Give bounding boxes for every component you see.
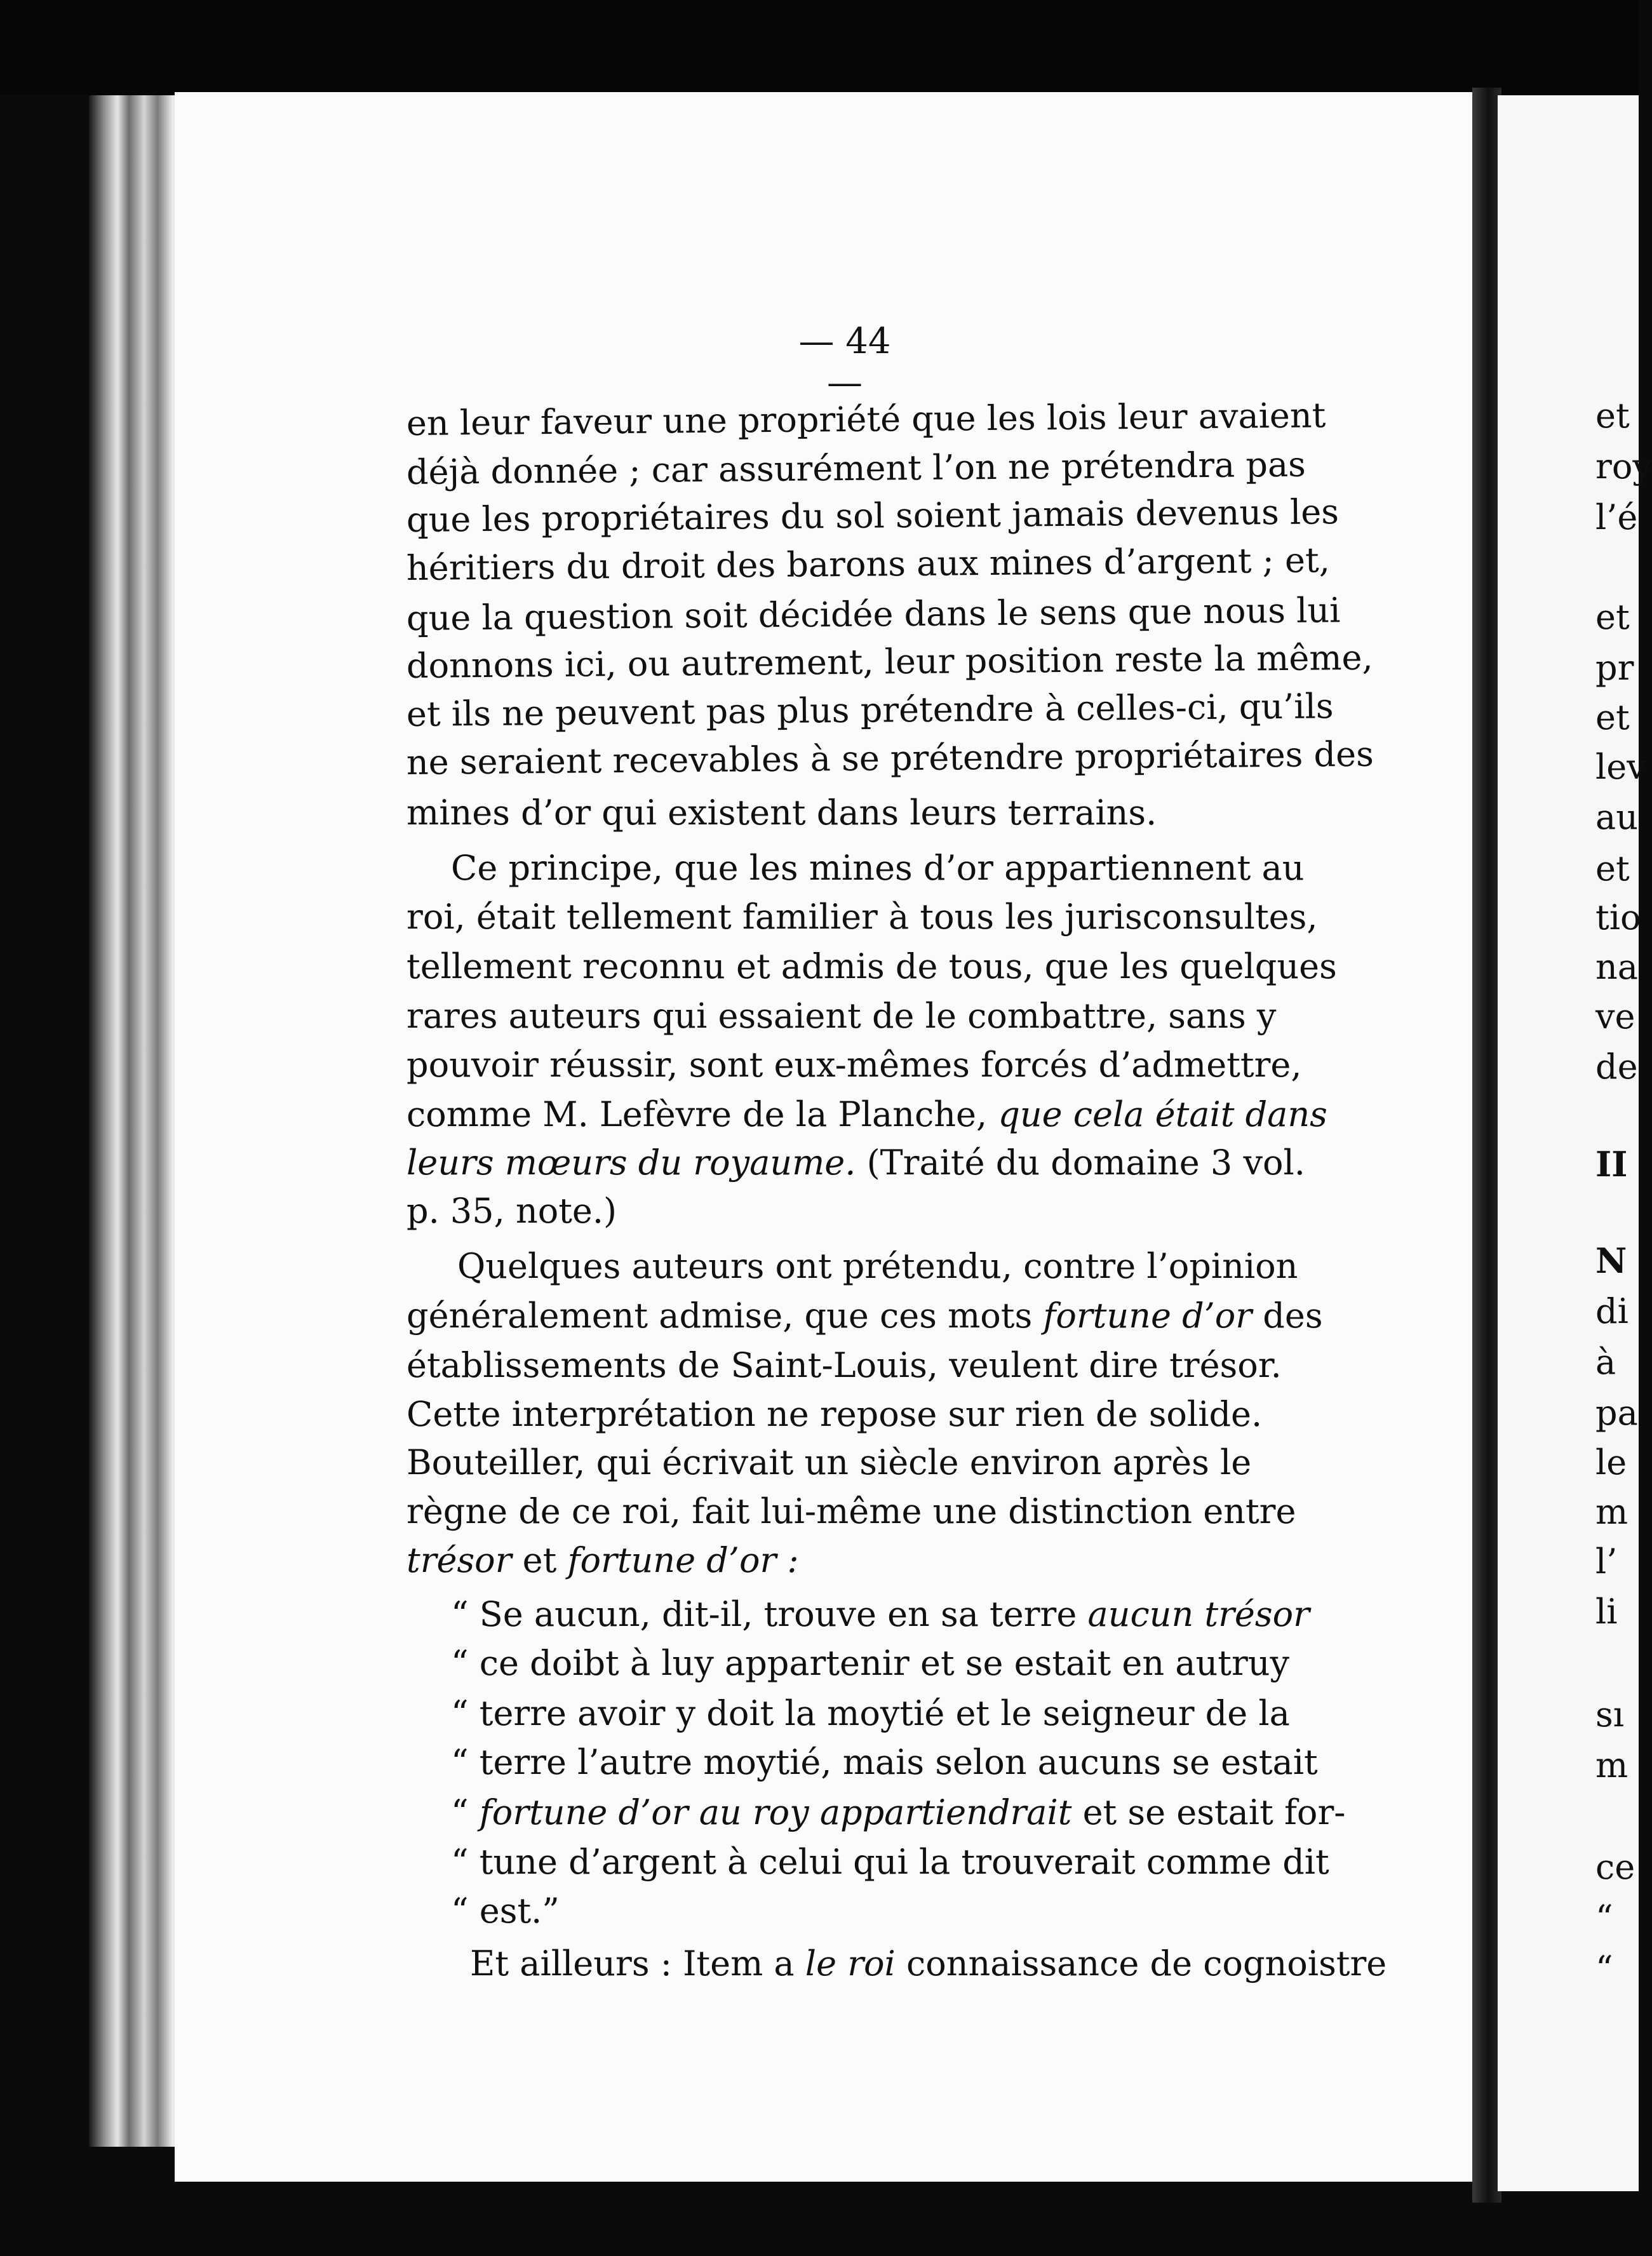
text-line: roi, était tellement familier à tous les jurisconsultes,: [406, 897, 1318, 937]
right-page-fragment: et: [1595, 697, 1630, 737]
italic-quote: leurs mœurs du royaume.: [406, 1143, 856, 1183]
right-page-fragment: au: [1595, 797, 1638, 837]
right-page-fragment: ve: [1595, 997, 1635, 1037]
italic-quote: fortune d’or au roy appartiendrait: [479, 1792, 1072, 1832]
scan-background-top: [0, 0, 1639, 95]
italic-term: trésor: [406, 1540, 512, 1580]
right-page-fragment: l’é: [1595, 497, 1638, 537]
text-line: [451, 1591, 1404, 1638]
right-page-fragment: II: [1595, 1144, 1628, 1185]
right-page-fragment: m: [1595, 1492, 1628, 1532]
right-page-fragment: N: [1595, 1240, 1627, 1281]
right-page-fragment: et: [1595, 396, 1630, 436]
text-line: pouvoir réussir, sont eux-mêmes forcés d’admettre,: [406, 1045, 1302, 1085]
text-line: déjà donnée ; car assurément l’on ne prétendra pas: [406, 444, 1306, 492]
right-page-fragment: le: [1595, 1442, 1627, 1482]
text-line: [406, 1537, 1359, 1584]
text-line: Quelques auteurs ont prétendu, contre l’opinion: [457, 1246, 1298, 1286]
text-line: donnons ici, ou autrement, leur position reste la même,: [406, 637, 1373, 686]
text-line: Cette interprétation ne repose sur rien de solide.: [406, 1394, 1263, 1434]
text-line: mines d’or qui existent dans leurs terrains.: [406, 793, 1157, 833]
text-line: Ce principe, que les mines d’or appartiennent au: [451, 848, 1305, 888]
text-segment: et: [511, 1540, 568, 1580]
text-line: rares auteurs qui essaient de le combattre, sans y: [406, 996, 1277, 1036]
text-line: “ ce doibt à luy appartenir et se estait en autruy: [451, 1643, 1290, 1683]
text-line: tellement reconnu et admis de tous, que les quelques: [406, 946, 1337, 986]
text-line: “ terre avoir y doit la moytié et le seigneur de la: [451, 1693, 1290, 1733]
text-line: [406, 1292, 1359, 1340]
text-line: et ils ne peuvent pas plus prétendre à celles-ci, qu’ils: [406, 686, 1334, 734]
right-page-fragment: sı: [1595, 1695, 1624, 1735]
right-page-fragment: tio: [1595, 897, 1641, 937]
right-page-fragment: na: [1595, 947, 1638, 987]
text-line: “ est.”: [451, 1891, 560, 1931]
text-line: établissements de Saint-Louis, veulent dire trésor.: [406, 1345, 1282, 1385]
right-page-fragment: à: [1595, 1342, 1616, 1382]
text-segment: (Traité du domaine 3 vol.: [856, 1143, 1305, 1183]
right-page-fragment: pr: [1595, 648, 1634, 688]
text-line: règne de ce roi, fait lui-même une distinction entre: [406, 1491, 1296, 1531]
right-page-fragment: et: [1595, 597, 1630, 637]
text-line: p. 35, note.): [406, 1191, 617, 1231]
text-line: héritiers du droit des barons aux mines d’argent ; et,: [406, 540, 1331, 588]
text-line: [406, 1139, 1359, 1186]
text-segment: généralement admise, que ces mots: [406, 1296, 1044, 1336]
text-line: ne seraient recevables à se prétendre propriétaires des: [406, 734, 1374, 782]
right-page-fragment: lev: [1595, 747, 1646, 787]
italic-term: le roi: [805, 1944, 896, 1984]
right-page-fragment: et: [1595, 849, 1630, 889]
text-line: [470, 1940, 1423, 1987]
italic-quote: que cela était dans: [998, 1094, 1327, 1134]
text-segment: comme M. Lefèvre de la Planche,: [406, 1094, 998, 1134]
text-segment: et se estait for-: [1071, 1792, 1346, 1832]
text-line: “ terre l’autre moytié, mais selon aucuns se estait: [451, 1742, 1318, 1782]
text-line: que les propriétaires du sol soient jamais devenus les: [406, 492, 1340, 540]
text-line: [406, 1091, 1359, 1138]
right-page-fragment: li: [1595, 1592, 1618, 1632]
text-segment: “: [451, 1792, 480, 1832]
text-line: “ tune d’argent à celui qui la trouverait comme dit: [451, 1842, 1329, 1882]
right-page-fragment: m: [1595, 1745, 1628, 1785]
right-page-fragment: pa: [1595, 1393, 1638, 1433]
right-page-fragment: “: [1595, 1949, 1613, 1989]
right-page-fragment: “: [1595, 1898, 1613, 1938]
right-page-fragment: l’: [1595, 1541, 1618, 1581]
page-number: — 44 —: [798, 321, 891, 403]
text-line: que la question soit décidée dans le sens que nous lui: [406, 590, 1341, 638]
text-segment: des: [1252, 1296, 1323, 1336]
text-line: Bouteiller, qui écrivait un siècle environ après le: [406, 1442, 1252, 1482]
text-segment: connaissance de cognoistre: [895, 1944, 1387, 1984]
italic-term: fortune d’or :: [567, 1540, 799, 1580]
text-line: [451, 1789, 1404, 1836]
right-page-fragment: ce: [1595, 1847, 1635, 1887]
text-segment: Et ailleurs : Item a: [470, 1944, 805, 1984]
right-page-fragment: de: [1595, 1047, 1638, 1087]
book-page-edges: [89, 95, 184, 2147]
right-page-fragment: di: [1595, 1291, 1628, 1331]
italic-term: fortune d’or: [1043, 1296, 1252, 1336]
right-page-fragment: roy: [1595, 446, 1652, 487]
text-line: en leur faveur une propriété que les lois leur avaient: [406, 395, 1326, 443]
text-segment: “ Se aucun, dit-il, trouve en sa terre: [451, 1594, 1088, 1634]
italic-term: aucun trésor: [1087, 1594, 1310, 1634]
